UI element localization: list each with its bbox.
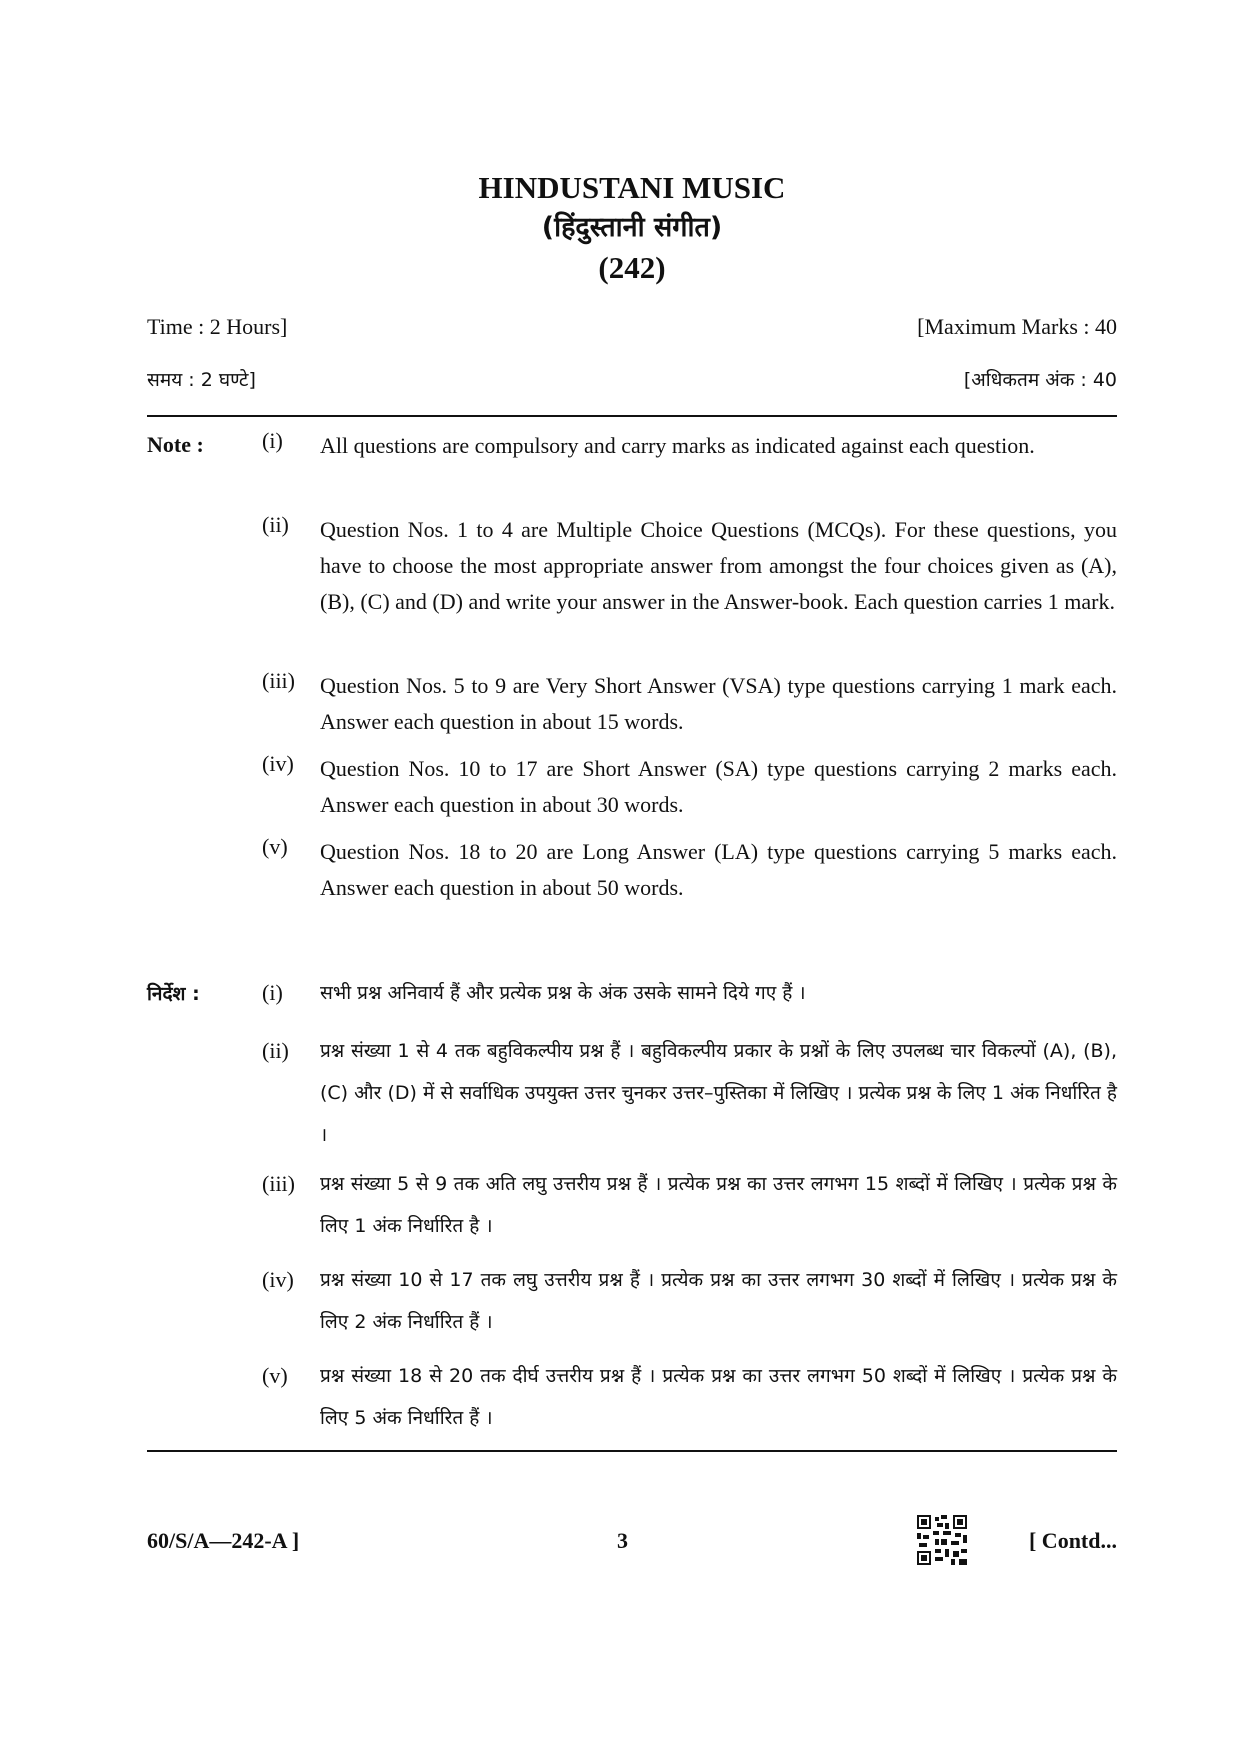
note-label: Note : bbox=[147, 432, 204, 457]
note-text-hindi: प्रश्न संख्या 18 से 20 तक दीर्घ उत्तरीय प्रश्न हैं । प्रत्येक प्रश्न का उत्तर लगभग 50 शब्दों में लिखिए । प्रत्येक प्रश्न के लिए 5 अंक निर्धारित हैं । bbox=[320, 1365, 1117, 1429]
note-number: (v) bbox=[262, 1363, 288, 1388]
max-marks-english: [Maximum Marks : 40 bbox=[917, 314, 1117, 339]
meta-row-english bbox=[147, 314, 1117, 340]
meta-row-hindi bbox=[147, 366, 1117, 392]
exam-page bbox=[147, 0, 1117, 1753]
qr-code-icon bbox=[917, 1515, 967, 1565]
note-number: (iv) bbox=[262, 1267, 294, 1292]
bottom-divider bbox=[147, 1450, 1117, 1452]
time-hindi: समय : 2 घण्टे] bbox=[147, 369, 256, 391]
title-block bbox=[147, 168, 1117, 288]
note-number: (i) bbox=[262, 980, 283, 1005]
note-number: (v) bbox=[262, 834, 288, 859]
note-number: (iii) bbox=[262, 668, 295, 693]
contd-label: [ Contd... bbox=[1028, 1528, 1117, 1553]
note-text-hindi: सभी प्रश्न अनिवार्य हैं और प्रत्येक प्रश्न के अंक उसके सामने दिये गए हैं । bbox=[320, 982, 806, 1004]
note-number: (iv) bbox=[262, 751, 294, 776]
note-label-hindi: निर्देश : bbox=[147, 983, 200, 1005]
note-text: Question Nos. 18 to 20 are Long Answer (LA) type questions carrying 5 marks each. Answer each question in about 50 words. bbox=[320, 839, 1117, 900]
page-number: 3 bbox=[617, 1528, 628, 1553]
note-number: (ii) bbox=[262, 1038, 289, 1063]
subject-title-hindi: (हिंदुस्तानी संगीत) bbox=[541, 212, 723, 243]
paper-code: 60/S/A—242-A ] bbox=[147, 1528, 300, 1553]
note-number: (i) bbox=[262, 428, 283, 453]
note-text: Question Nos. 1 to 4 are Multiple Choice Questions (MCQs). For these questions, you have to choose the most appropriate answer from amongst the four choices given as (A), (B), (C) and (D) and write your answer in the Answer-book. Each question carries 1 mark. bbox=[320, 517, 1117, 614]
note-number: (iii) bbox=[262, 1171, 295, 1196]
note-text: Question Nos. 5 to 9 are Very Short Answer (VSA) type questions carrying 1 mark each. Answer each question in about 15 words. bbox=[320, 673, 1117, 734]
subject-code: (242) bbox=[598, 250, 666, 285]
note-text-hindi: प्रश्न संख्या 1 से 4 तक बहुविकल्पीय प्रश्न हैं । बहुविकल्पीय प्रकार के प्रश्नों के लिए उपलब्ध चार विकल्पों (A), (B), (C) और (D) में से सर्वाधिक उपयुक्त उत्तर चुनकर उत्तर–पुस्तिका में लिखिए । प्रत्येक प्रश्न के लिए 1 अंक निर्धारित है । bbox=[320, 1040, 1117, 1146]
top-divider bbox=[147, 415, 1117, 417]
note-text: Question Nos. 10 to 17 are Short Answer (SA) type questions carrying 2 marks each. Answer each question in about 30 words. bbox=[320, 756, 1117, 817]
note-text-hindi: प्रश्न संख्या 5 से 9 तक अति लघु उत्तरीय प्रश्न हैं । प्रत्येक प्रश्न का उत्तर लगभग 15 शब्दों में लिखिए । प्रत्येक प्रश्न के लिए 1 अंक निर्धारित है । bbox=[320, 1173, 1117, 1237]
note-number: (ii) bbox=[262, 512, 289, 537]
time-english: Time : 2 Hours] bbox=[147, 314, 288, 339]
note-text-hindi: प्रश्न संख्या 10 से 17 तक लघु उत्तरीय प्रश्न हैं । प्रत्येक प्रश्न का उत्तर लगभग 30 शब्दों में लिखिए । प्रत्येक प्रश्न के लिए 2 अंक निर्धारित हैं । bbox=[320, 1269, 1117, 1333]
subject-title: HINDUSTANI MUSIC bbox=[478, 170, 786, 205]
note-text: All questions are compulsory and carry marks as indicated against each question. bbox=[320, 433, 1035, 458]
max-marks-hindi: [अधिकतम अंक : 40 bbox=[963, 369, 1117, 391]
